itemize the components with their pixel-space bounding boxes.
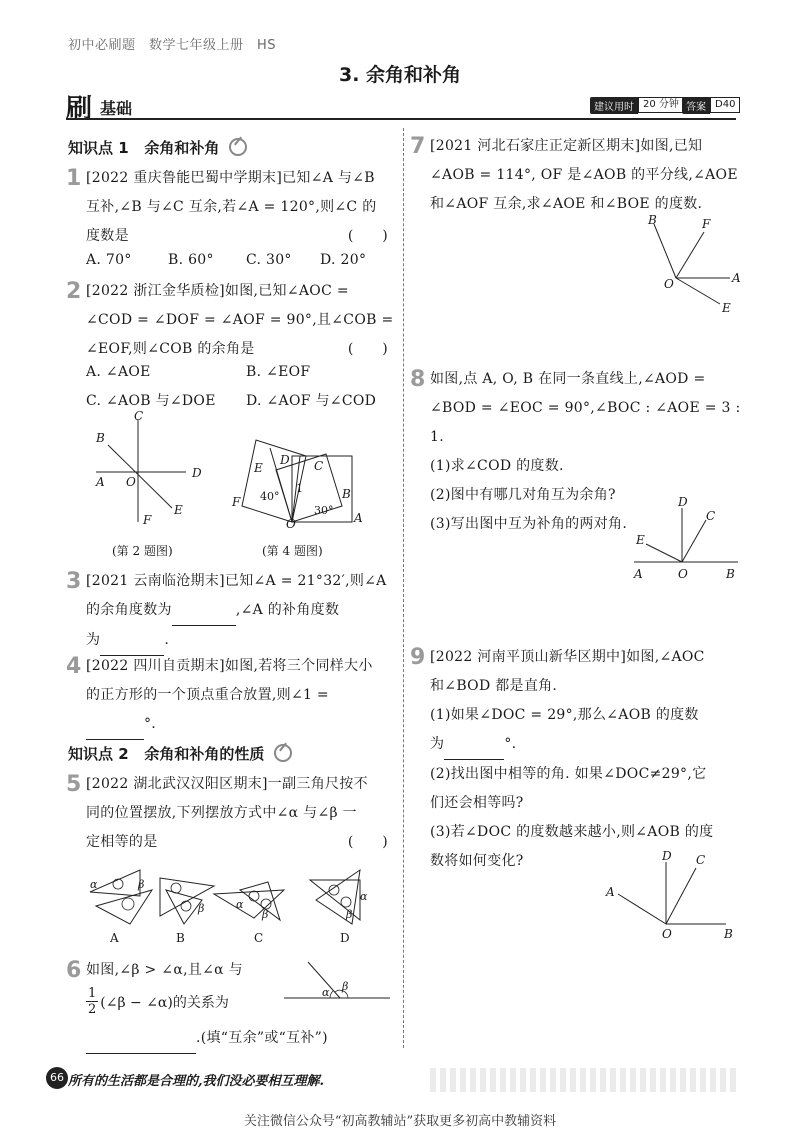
q9-number: 9 (410, 645, 426, 670)
question-4 (86, 652, 396, 740)
line-be (108, 445, 172, 508)
q6-line-2-wrap (86, 986, 286, 1017)
q5-fig-d (310, 870, 368, 924)
answer-value: D40 (710, 97, 740, 113)
label-c: C (134, 410, 144, 423)
q5-line-1: [2022 湖北武汉汉阳区期末]一副三角尺按不 (86, 776, 368, 792)
ray-oe (676, 278, 720, 304)
q2-fig-caption: (第 2 题图) (112, 544, 173, 558)
label-a: A (96, 475, 105, 489)
fig4-angle-1: 1 (296, 482, 303, 495)
answer-tag (682, 97, 740, 113)
q2-line-3: ∠EOF,则∠COB 的余角是 (86, 341, 255, 357)
q3-line-1: [2021 云南临沧期末]已知∠A = 21°32′,则∠A (86, 573, 387, 589)
q1-number: 1 (66, 166, 82, 191)
q5-figures (84, 860, 384, 950)
q9-text-4: 为 (430, 736, 445, 752)
q5c-beta: β (262, 908, 269, 921)
q6-beta: β (342, 980, 349, 993)
question-1 (86, 164, 396, 251)
q2-option-d[interactable]: D. ∠AOF 与∠COD (246, 393, 377, 409)
q9-label-d: D (662, 849, 672, 863)
fig4-label-b: B (342, 487, 351, 501)
fig4-angle-40: 40° (260, 490, 280, 503)
q6-line-2: (∠β − ∠α)的关系为 (100, 994, 229, 1011)
fig4-angle-30: 30° (314, 504, 334, 517)
q7-line-2: ∠AOB = 114°, OF 是∠AOB 的平分线,∠AOE (430, 167, 738, 183)
q9-blank[interactable] (444, 730, 504, 760)
q4-blank[interactable] (86, 710, 144, 740)
q6-fraction (86, 986, 98, 1017)
q1-line-2: 互补,∠B 与∠C 互余,若∠A = 120°,则∠C 的 (86, 199, 377, 215)
q6-alpha: α (322, 986, 330, 999)
label-d: D (192, 466, 202, 480)
q1-option-c[interactable]: C. 30° (246, 252, 292, 268)
q5c-alpha: α (236, 898, 244, 911)
q6-blank[interactable] (86, 1024, 196, 1054)
q6-figure (282, 956, 392, 1006)
level-name: 基础 (100, 99, 133, 118)
q7-figure (640, 212, 750, 322)
q8-label-a: A (634, 567, 643, 581)
ray-oc (666, 868, 696, 924)
q5d-beta: β (346, 908, 353, 921)
q4-line-1: [2022 四川自贡期末]如图,若将三个同样大小 (86, 658, 373, 674)
q8-line-4: (2)图中有哪几对角互为余角? (430, 487, 616, 503)
q9-line-8: (3)若∠DOC 的度数越来越小,则∠AOB 的度 (430, 824, 714, 840)
pen-icon (229, 138, 247, 156)
q2-option-c[interactable]: C. ∠AOB 与∠DOE (86, 393, 216, 409)
q9-line-7: 们还会相等吗? (430, 795, 524, 811)
q5d-alpha: α (360, 890, 368, 903)
q5-fig-c (214, 882, 284, 921)
q9-line-6: (2)找出图中相等的角. 如果∠DOC≠29°,它 (430, 766, 707, 782)
q6-line-1: 如图,∠β > ∠α,且∠α 与 (86, 962, 243, 978)
q8-line-5: (3)写出图中互为补角的两对角. (430, 516, 628, 532)
question-5 (86, 770, 396, 857)
q8-line-2: ∠BOD = ∠EOC = 90°,∠BOC : ∠AOE = 3 : 1. (430, 400, 741, 445)
q1-line-1: [2022 重庆鲁能巴蜀中学期末]已知∠A 与∠B (86, 170, 375, 186)
q8-label-o: O (678, 567, 688, 581)
label-o: O (126, 475, 136, 489)
kp2-num: 知识点 2 (68, 745, 129, 763)
q2-paren: ( ) (347, 341, 388, 357)
q9-label-a: A (606, 885, 615, 899)
q2-option-b[interactable]: B. ∠EOF (246, 364, 311, 380)
label-e: E (174, 503, 183, 517)
level-mark: 刷 (66, 94, 93, 124)
q7-label-b: B (648, 213, 657, 227)
kp2-title: 余角和补角的性质 (144, 745, 265, 763)
q7-line-3: 和∠AOF 互余,求∠AOE 和∠BOE 的度数. (430, 196, 703, 212)
header-rule (66, 118, 736, 120)
q3-text-4: 为 (86, 632, 101, 648)
q9-line-1: [2022 河南平顶山新华区期中]如图,∠AOC (430, 649, 705, 665)
q4-text-3: °. (144, 716, 157, 732)
time-label: 建议用时 (590, 97, 638, 114)
q9-label-b: B (724, 927, 733, 941)
q9-line-9: 数将如何变化? (430, 853, 524, 869)
q5-label-b[interactable]: B (176, 931, 185, 945)
fig4-label-a: A (354, 511, 363, 525)
q5-label-d[interactable]: D (340, 931, 350, 945)
answer-label: 答案 (682, 97, 710, 114)
q6-line-3: .(填“互余”或“互补”) (196, 1030, 328, 1046)
q8-label-b: B (726, 567, 735, 581)
q9-line-3: (1)如果∠DOC = 29°,那么∠AOB 的度数 (430, 707, 699, 723)
q6-number: 6 (66, 958, 82, 983)
q1-option-d[interactable]: D. 20° (320, 252, 367, 268)
q1-option-b[interactable]: B. 60° (168, 252, 214, 268)
decorative-band (430, 1068, 736, 1092)
knowledge-point-2 (68, 743, 292, 764)
q9-figure (600, 846, 750, 942)
q7-label-a: A (732, 271, 741, 285)
q5a-alpha: α (90, 878, 98, 891)
q5-paren: ( ) (347, 834, 388, 850)
q4-figure (226, 430, 366, 530)
q1-paren: ( ) (347, 228, 388, 244)
kp1-num: 知识点 1 (68, 139, 129, 157)
q1-line-3: 度数是 (86, 228, 129, 244)
q9-line-2: 和∠BOD 都是直角. (430, 678, 558, 694)
q8-label-d: D (678, 495, 688, 509)
q8-figure (628, 494, 744, 584)
q5-label-c[interactable]: C (254, 931, 264, 945)
q5b-beta: β (198, 902, 205, 915)
ray-oc (682, 520, 706, 562)
q3-text-3: ,∠A 的补角度数 (235, 602, 340, 618)
question-2 (86, 277, 396, 364)
label-f: F (143, 513, 152, 527)
square-1 (242, 440, 306, 522)
q2-line-1: [2022 浙江金华质检]如图,已知∠AOC = (86, 283, 349, 299)
q4-number: 4 (66, 654, 82, 679)
q7-line-1: [2021 河北石家庄正定新区期末]如图,已知 (430, 138, 703, 154)
time-tag (590, 97, 684, 113)
ray-oa (618, 894, 666, 924)
question-7 (430, 132, 750, 219)
q7-label-o: O (664, 277, 674, 291)
q5-line-3: 定相等的是 (86, 834, 158, 850)
q5-label-a[interactable]: A (110, 931, 119, 945)
q5-fig-b (160, 878, 214, 924)
book-header: 初中必刷题 数学七年级上册 HS (68, 38, 277, 53)
q7-label-e: E (722, 301, 731, 315)
q5-number: 5 (66, 772, 82, 797)
fig4-label-c: C (314, 459, 324, 473)
q7-number: 7 (410, 134, 426, 159)
ray-oe (646, 544, 682, 562)
q8-line-1: 如图,点 A, O, B 在同一条直线上,∠AOD = (430, 371, 706, 387)
q1-options (86, 246, 396, 275)
q8-number: 8 (410, 367, 426, 392)
section-title: 3. 余角和补角 (338, 64, 462, 86)
fig4-label-f: F (232, 495, 241, 509)
column-divider (403, 128, 404, 1048)
q2-number: 2 (66, 279, 82, 304)
motto: 所有的生活都是合理的,我们没必要相互理解. (68, 1074, 325, 1089)
q8-line-3: (1)求∠COD 的度数. (430, 458, 564, 474)
time-value: 20 分钟 (638, 97, 684, 113)
q3-number: 3 (66, 569, 82, 594)
fig4-label-o: O (286, 517, 296, 530)
question-6 (86, 956, 286, 985)
fig4-label-e: E (254, 461, 263, 475)
pen-icon (274, 744, 292, 762)
q2-figure (86, 410, 216, 535)
promo-line: 关注微信公众号“初高教辅站”获取更多初高中教辅资料 (243, 1114, 557, 1129)
knowledge-point-1 (68, 137, 247, 158)
ray-ob (654, 224, 676, 278)
q5a-beta: β (138, 878, 145, 891)
q6-line-3-wrap (86, 1024, 396, 1054)
q2-line-2: ∠COD = ∠DOF = ∠AOF = 90°,且∠COB = (86, 312, 394, 328)
q5-line-2: 同的位置摆放,下列摆放方式中∠α 与∠β 一 (86, 805, 357, 821)
question-9 (430, 643, 750, 876)
q1-option-a[interactable]: A. 70° (86, 252, 132, 268)
kp1-title: 余角和补角 (144, 139, 220, 157)
question-3 (86, 567, 396, 656)
q8-label-c: C (706, 509, 716, 523)
q5-fig-a (90, 870, 152, 924)
q6-frac-den: 2 (88, 1002, 97, 1017)
q8-label-e: E (636, 533, 645, 547)
q9-text-5: °. (504, 736, 517, 752)
q4-fig-caption: (第 4 题图) (262, 544, 323, 558)
q7-label-f: F (702, 217, 711, 231)
q3-text-2: 的余角度数为 (86, 602, 172, 618)
label-b: B (96, 431, 105, 445)
q3-text-5: . (164, 632, 170, 648)
q9-label-o: O (662, 927, 672, 941)
q4-line-2: 的正方形的一个顶点重合放置,则∠1 = (86, 687, 329, 703)
q2-options (86, 358, 396, 416)
q3-blank-1[interactable] (172, 596, 236, 626)
page-number: 66 (46, 1067, 68, 1089)
q9-label-c: C (696, 853, 706, 867)
fig4-label-d: D (280, 453, 290, 467)
q2-option-a[interactable]: A. ∠AOE (86, 364, 151, 380)
q6-frac-num: 1 (88, 986, 97, 1001)
ray-of (676, 232, 704, 278)
